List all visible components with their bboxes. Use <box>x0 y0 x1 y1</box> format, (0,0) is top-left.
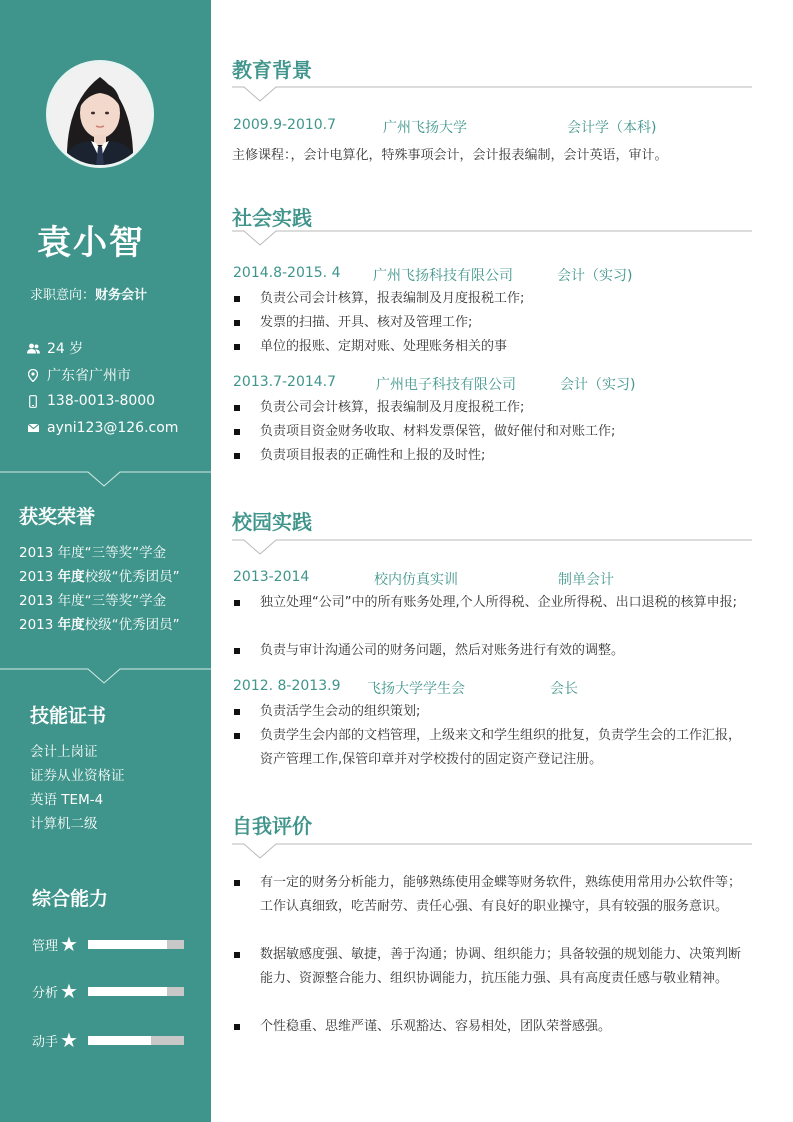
bullet-icon <box>234 296 240 302</box>
email-value: ayni123@126.com <box>47 420 179 436</box>
section-rule <box>232 843 752 859</box>
list-item: 单位的报账、定期对账、处理账务相关的事 <box>232 335 752 359</box>
campus-period: 2013-2014 <box>233 569 310 585</box>
sidebar <box>0 0 211 1122</box>
abilities-title: 综合能力 <box>32 888 109 910</box>
job-period: 2013.7-2014.7 <box>233 374 337 390</box>
list-item: 负责学生会内部的文档管理，上级来文和学生组织的批复，负责学生会的工作汇报，资产管理工作,保管印章并对学校拨付的固定资产登记注册。 <box>232 724 752 772</box>
bullet-icon <box>234 733 240 739</box>
list-item: 负责公司会计核算，报表编制及月度报税工作; <box>232 396 752 420</box>
location-row <box>26 365 131 385</box>
phone-icon <box>26 394 40 408</box>
education-period: 2009.9-2010.7 <box>233 117 337 133</box>
social-title: 社会实践 <box>232 206 312 230</box>
job-role: 会计（实习) <box>560 377 636 393</box>
campus-org: 校内仿真实训 <box>374 572 458 588</box>
ability-bar <box>88 1036 184 1045</box>
age-value: 24 岁 <box>47 341 84 357</box>
list-item: 独立处理“公司”中的所有账务处理,个人所得税、企业所得税、出口退税的核算申报; <box>232 591 752 615</box>
bullet-icon <box>234 320 240 326</box>
campus-meta <box>232 569 752 589</box>
section-divider <box>0 470 211 490</box>
job-intent-label: 求职意向： <box>30 288 96 303</box>
list-item: 负责项目资金财务收取、材料发票保管，做好催付和对账工作; <box>232 420 752 444</box>
ability-label: 管理 <box>32 938 59 954</box>
campus-org: 飞扬大学学生会 <box>367 681 465 697</box>
section-rule <box>232 539 752 555</box>
list-item: 有一定的财务分析能力，能够熟练使用金蝶等财务软件，熟练使用常用办公软件等；工作认真细致，吃苦耐劳、责任心强、有良好的职业操守，具有较强的服务意识。 <box>232 871 752 919</box>
award-item: 2013 年度校级“优秀团员” <box>19 569 180 585</box>
certs-title: 技能证书 <box>30 705 107 727</box>
job-company: 广州电子科技有限公司 <box>376 377 516 393</box>
section-divider <box>0 667 211 687</box>
bullet-icon <box>234 880 240 886</box>
location-value: 广东省广州市 <box>47 368 131 384</box>
bullet-icon <box>234 453 240 459</box>
bullet-icon <box>234 429 240 435</box>
ability-row <box>32 1030 184 1050</box>
bullet-icon <box>234 405 240 411</box>
job-intent-value: 财务会计 <box>95 288 148 303</box>
ability-bar <box>88 940 184 949</box>
award-item: 2013 年度“三等奖”学金 <box>19 545 167 561</box>
list-item: 负责活学生会动的组织策划; <box>232 700 752 724</box>
ability-bar-fill <box>88 940 167 949</box>
cert-item: 证券从业资格证 <box>30 768 125 784</box>
education-school: 广州飞扬大学 <box>383 120 467 136</box>
job-meta <box>232 374 752 394</box>
ability-row <box>32 934 184 954</box>
education-meta <box>232 117 752 137</box>
campus-title: 校园实践 <box>232 510 312 534</box>
ability-label: 分析 <box>32 985 59 1001</box>
list-item: 发票的扫描、开具、核对及管理工作; <box>232 311 752 335</box>
job-period: 2014.8-2015. 4 <box>233 265 341 281</box>
education-courses: 主修课程：，会计电算化，特殊事项会计，会计报表编制，会计英语，审计。 <box>232 148 668 163</box>
ability-label: 动手 <box>32 1034 59 1050</box>
awards-title: 获奖荣誉 <box>19 506 96 528</box>
campus-period: 2012. 8-2013.9 <box>233 678 341 694</box>
bullet-icon <box>234 600 240 606</box>
ability-row <box>32 981 184 1001</box>
portrait-photo <box>49 63 151 165</box>
star-icon: ★ <box>60 979 78 1003</box>
cert-item: 会计上岗证 <box>30 744 98 760</box>
people-icon <box>26 341 40 355</box>
main-content <box>232 0 752 1122</box>
section-rule <box>232 230 752 246</box>
campus-role: 会长 <box>550 681 578 697</box>
job-meta <box>232 265 752 285</box>
campus-role: 制单会计 <box>558 572 614 588</box>
bullet-icon <box>234 648 240 654</box>
star-icon: ★ <box>60 932 78 956</box>
avatar <box>46 60 154 168</box>
job-intent <box>30 284 147 303</box>
education-title: 教育背景 <box>232 58 312 82</box>
campus-meta <box>232 678 752 698</box>
bullet-icon <box>234 709 240 715</box>
award-item: 2013 年度校级“优秀团员” <box>19 617 180 633</box>
job-company: 广州飞扬科技有限公司 <box>373 268 513 284</box>
list-item: 数据敏感度强、敏捷，善于沟通；协调、组织能力；具备较强的规划能力、决策判断能力、资源整合能力、组织协调能力，抗压能力强、具有高度责任感与敬业精神。 <box>232 943 752 991</box>
ability-bar-fill <box>88 1036 151 1045</box>
award-item: 2013 年度“三等奖”学金 <box>19 593 167 609</box>
bullet-icon <box>234 344 240 350</box>
location-pin-icon <box>26 368 40 382</box>
phone-row <box>26 393 155 409</box>
list-item: 负责项目报表的正确性和上报的及时性; <box>232 444 752 468</box>
phone-value: 138-0013-8000 <box>47 393 156 409</box>
list-item: 负责与审计沟通公司的财务问题，然后对账务进行有效的调整。 <box>232 639 752 663</box>
ability-bar-fill <box>88 987 167 996</box>
star-icon: ★ <box>60 1028 78 1052</box>
bullet-icon <box>234 952 240 958</box>
age-row <box>26 338 83 358</box>
cert-item: 计算机二级 <box>30 816 98 832</box>
email-row <box>26 420 178 436</box>
section-rule <box>232 86 752 102</box>
envelope-icon <box>26 421 40 435</box>
education-major: 会计学（本科) <box>567 120 657 136</box>
candidate-name: 袁小智 <box>37 223 145 263</box>
self-eval-title: 自我评价 <box>232 814 312 838</box>
ability-bar <box>88 987 184 996</box>
list-item: 负责公司会计核算，报表编制及月度报税工作; <box>232 287 752 311</box>
list-item: 个性稳重、思维严谨、乐观豁达、容易相处，团队荣誉感强。 <box>232 1015 752 1039</box>
job-role: 会计（实习) <box>557 268 633 284</box>
bullet-icon <box>234 1024 240 1030</box>
cert-item: 英语 TEM-4 <box>30 792 104 808</box>
